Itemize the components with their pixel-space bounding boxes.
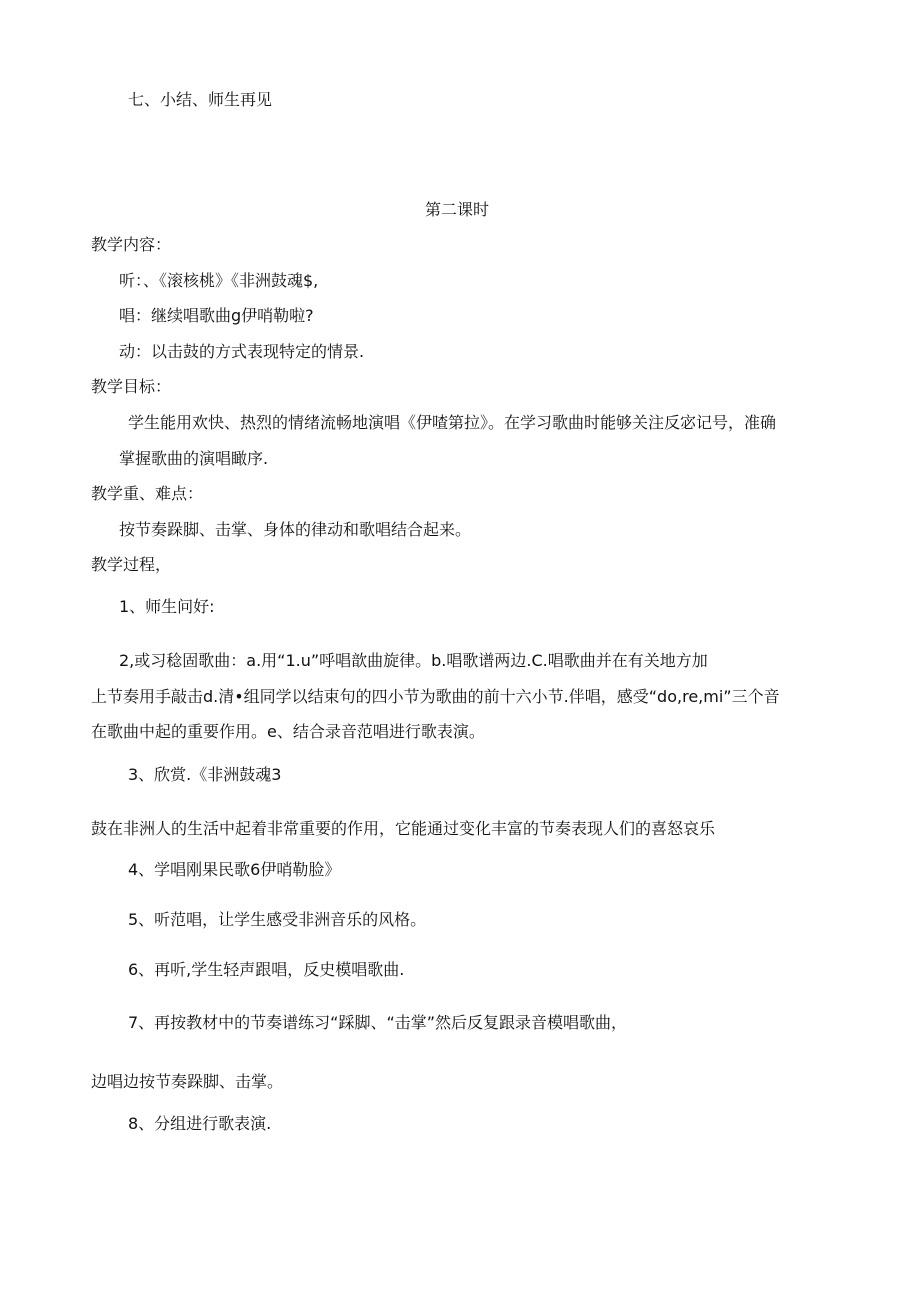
process-step-4: 4、学唱刚果民歌6伊哨勒脸》 — [128, 860, 341, 879]
lesson-heading: 第二课时 — [425, 200, 490, 219]
process-step-8: 8、分组进行歌表演. — [128, 1114, 272, 1133]
process-step-7-line-1: 7、再按教材中的节奏谱练习“踩脚、“击掌”然后反复跟录音模唱歌曲， — [128, 1013, 628, 1032]
heading-teaching-goals: 教学目标： — [91, 377, 172, 396]
process-step-5: 5、听范唱，让学生感受非洲音乐的风格。 — [128, 910, 427, 929]
key-points-line: 按节奏跺脚、击掌、身体的律动和歌唱结合起来。 — [119, 520, 472, 539]
goals-paragraph-line-2: 掌握歌曲的演唱瞰序. — [119, 449, 269, 468]
goals-paragraph-line-1: 学生能用欢快、热烈的情绪流畅地演唱《伊喳第拉》。在学习歌曲时能够关注反宓记号，准确 — [128, 413, 777, 432]
process-step-3: 3、欣赏.《非洲鼓魂3 — [128, 765, 282, 784]
heading-key-points: 教学重、难点： — [91, 484, 204, 503]
section-summary-line: 七、小结、师生再见 — [128, 90, 273, 109]
content-sing-line: 唱：继续唱歌曲g伊哨勒啦? — [119, 306, 314, 325]
content-move-line: 动：以击鼓的方式表现特定的情景. — [119, 342, 365, 361]
heading-teaching-content: 教学内容： — [91, 235, 172, 254]
process-step-2-line-2: 上节奏用手敲击d.清•组同学以结束句的四小节为歌曲的前十六小节.伴唱，感受“do,re,mi”三个音 — [91, 687, 780, 706]
content-listen-line: 听：、《滚核桃》《非洲鼓魂$, — [119, 271, 319, 290]
process-step-6: 6、再听,学生轻声跟唱，反史模唱歌曲. — [128, 960, 405, 979]
drum-description-line: 鼓在非洲人的生活中起着非常重要的作用，它能通过变化丰富的节奏表现人们的喜怒哀乐 — [91, 819, 716, 838]
process-step-2-line-1: 2,或习稔固歌曲：a.用“1.u”呼唱歆曲旋律。b.唱歌谱两边.C.唱歌曲并在有关地方加 — [119, 651, 708, 670]
process-step-7-line-2: 边唱边按节奏跺脚、击掌。 — [91, 1072, 284, 1091]
process-step-2-line-3: 在歌曲中起的重要作用。e、结合录音范唱进行歌表演。 — [91, 722, 485, 741]
heading-teaching-process: 教学过程， — [91, 555, 172, 574]
process-step-1: 1、师生问好: — [119, 597, 215, 616]
